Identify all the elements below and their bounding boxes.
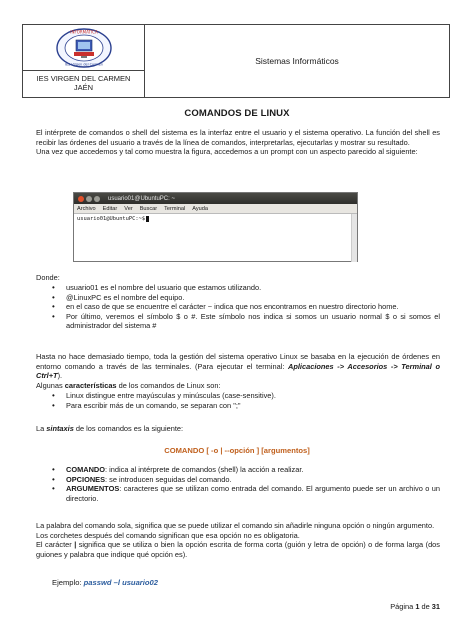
page-title: COMANDOS DE LINUX <box>184 108 290 119</box>
close-icon <box>78 196 84 202</box>
features-list <box>52 391 440 410</box>
example-line: Ejemplo: passwd –l usuario02 <box>52 578 158 587</box>
svg-text:INFORMÁTICA: INFORMÁTICA <box>69 29 98 34</box>
list-item: • en el caso de que se encuentre el carácter ~ indica que nos encontramos en nuestro directorio home. <box>52 302 440 312</box>
school-name: IES VIRGEN DEL CARMEN JAÉN <box>36 74 131 92</box>
example-command: passwd –l usuario02 <box>83 578 158 587</box>
terminal-prompt: usuario01@UbuntuPC:~$ <box>77 216 146 222</box>
maximize-icon <box>94 196 100 202</box>
intro-paragraph: El intérprete de comandos o shell del sistema es la interfaz entre el usuario y el sistema operativo. La función del shell es recibir las órdenes del usuario a través de la línea de comandos, interpretarlas, ejecutarlas y mostrar su resultado. Una vez que accedemos y tal como muestra la figura, accedemos a un prompt con un aspecto parecido al siguiente: <box>36 128 440 157</box>
list-item: • ARGUMENTOS: caracteres que se utilizan como entrada del comando. El argumento puede ser un archivo o un directorio. <box>52 484 440 503</box>
subject-name: Sistemas Informáticos <box>255 56 339 66</box>
header-table <box>22 24 450 98</box>
school-logo <box>23 25 144 71</box>
terminal-scrollbar <box>351 214 357 262</box>
menu-ver: Ver <box>124 205 133 212</box>
donde-list <box>52 283 440 331</box>
syntax-list <box>52 465 440 503</box>
syntax-intro: La sintaxis de los comandos es la siguiente: <box>36 424 184 433</box>
notes-paragraph: La palabra del comando sola, significa que se puede utilizar el comando sin añadirle ninguna opción o ningún argumento. Los corchetes después del comando significan que esa opción no es obligatoria. El carácter | significa que se utiliza o bien la opción escrita de forma corta (guión y letra de opción) o de forma larga (dos guiones y palabra que indique qué opción es). <box>36 521 440 559</box>
terminal-screenshot <box>73 192 358 262</box>
list-item: • @LinuxPC es el nombre del equipo. <box>52 293 440 303</box>
page-footer: Página 1 de 31 <box>390 602 440 611</box>
terminal-title: usuario01@UbuntuPC: ~ <box>108 195 175 202</box>
list-item: • Por último, veremos el símbolo $ o #. Este símbolo nos indica si somos un usuario normal $ o si somos el administrador del sistema # <box>52 312 440 331</box>
list-item: • Linux distingue entre mayúsculas y minúsculas (case-sensitive). <box>52 391 440 401</box>
header-left-cell <box>23 25 145 97</box>
list-item: • COMANDO: indica al intérprete de comandos (shell) la acción a realizar. <box>52 465 440 475</box>
donde-label: Donde: <box>36 273 60 282</box>
terminal-titlebar <box>74 193 357 204</box>
menu-buscar: Buscar <box>139 205 158 212</box>
school-logo-icon <box>55 27 113 69</box>
menu-archivo: Archivo <box>77 205 96 212</box>
svg-text:IES Virgen del Carmen: IES Virgen del Carmen <box>64 62 103 66</box>
minimize-icon <box>86 196 92 202</box>
menu-terminal: Terminal <box>164 205 186 212</box>
menu-ayuda: Ayuda <box>192 205 209 212</box>
syntax-formula: COMANDO [ -o | --opción ] [argumentos] <box>164 446 310 455</box>
menu-editar: Editar <box>102 205 118 212</box>
terminal-menubar <box>74 204 357 214</box>
list-item: • Para escribir más de un comando, se separan con ";" <box>52 401 440 411</box>
list-item: • usuario01 es el nombre del usuario que estamos utilizando. <box>52 283 440 293</box>
terminal-cursor <box>146 216 149 222</box>
list-item: • OPCIONES: se introducen seguidas del comando. <box>52 475 440 485</box>
terminal-body <box>74 214 357 224</box>
history-paragraph: Hasta no hace demasiado tiempo, toda la gestión del sistema operativo Linux se basaba en la ejecución de órdenes en entorno comando a través de las terminales. (Para ejecutar el terminal: Aplicaciones -> Accesorios -> Terminal o Ctrl+T). Algunas características de los comandos de Linux son: <box>36 352 440 390</box>
